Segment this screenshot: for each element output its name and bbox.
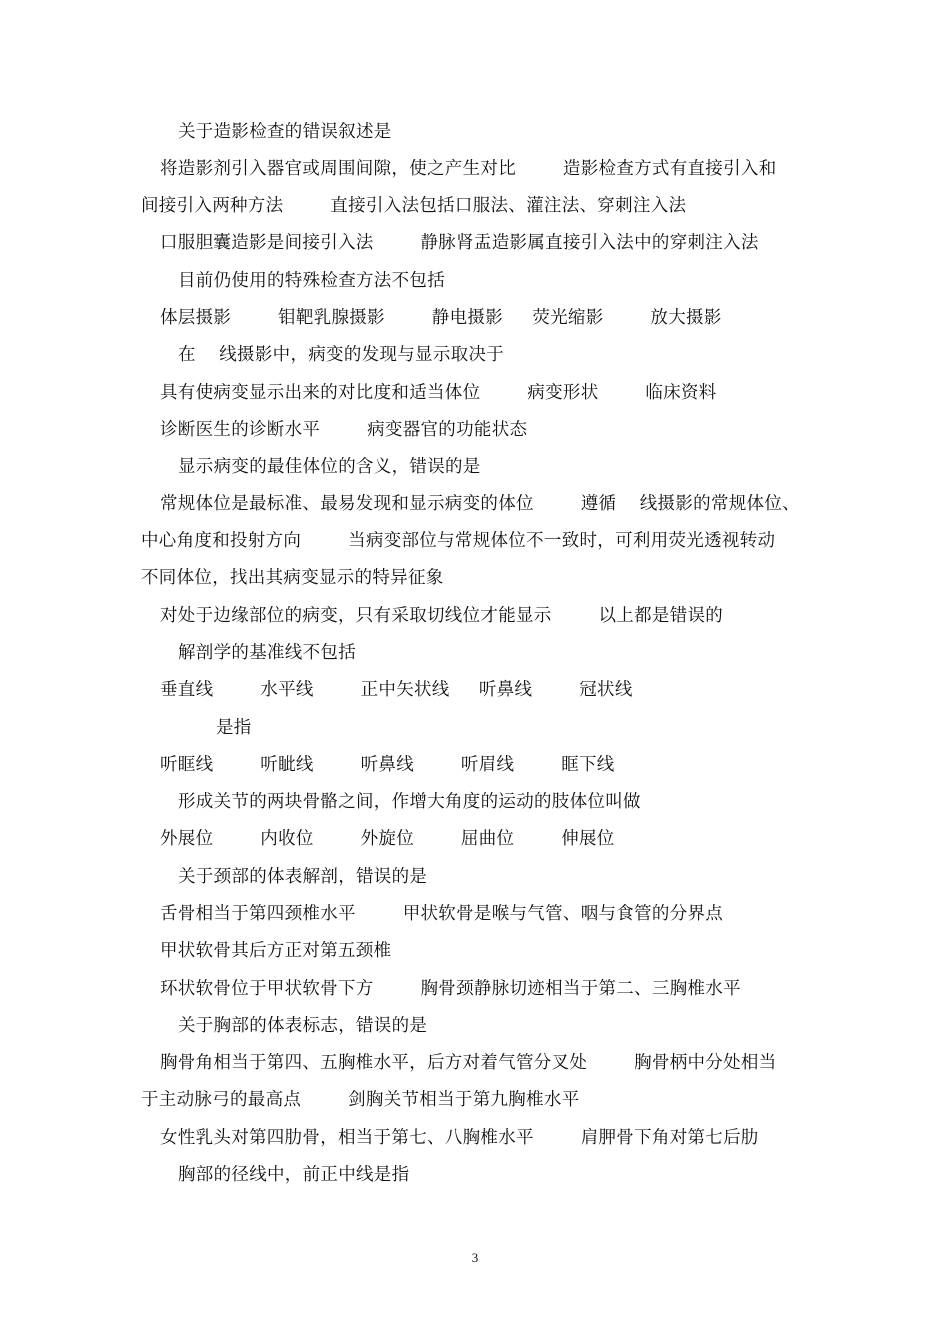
question-2-options: 体层摄影 钼靶乳腺摄影 静电摄影 荧光缩影 放大摄影 bbox=[160, 308, 722, 328]
question-1-stem: 关于造影检查的错误叙述是 bbox=[178, 122, 392, 142]
question-10-stem: 胸部的径线中，前正中线是指 bbox=[178, 1165, 410, 1185]
question-6-options: 听眶线 听眦线 听鼻线 听眉线 眶下线 bbox=[160, 755, 615, 775]
question-1-options: 将造影剂引入器官或周围间隙，使之产生对比 造影检查方式有直接引入和 bbox=[160, 159, 777, 179]
question-9-options-2: 女性乳头对第四肋骨，相当于第七、八胸椎水平 肩胛骨下角对第七后肋 bbox=[160, 1128, 759, 1148]
question-4-options: 常规体位是最标准、最易发现和显示病变的体位 遵循 线摄影的常规体位、 bbox=[160, 494, 800, 514]
question-1-options-2: 口服胆囊造影是间接引入法 静脉肾盂造影属直接引入法中的穿刺注入法 bbox=[160, 233, 759, 253]
question-8-options-2: 甲状软骨其后方正对第五颈椎 bbox=[160, 941, 392, 961]
question-4-options-2: 对处于边缘部位的病变，只有采取切线位才能显示 以上都是错误的 bbox=[160, 606, 724, 626]
question-4-stem: 显示病变的最佳体位的含义，错误的是 bbox=[178, 457, 481, 477]
question-2-stem: 目前仍使用的特殊检查方法不包括 bbox=[178, 271, 445, 291]
question-7-stem: 形成关节的两块骨骼之间，作增大角度的运动的肢体位叫做 bbox=[178, 792, 641, 812]
question-4-options-cont: 中心角度和投射方向 当病变部位与常规体位不一致时，可利用荧光透视转动 bbox=[141, 531, 776, 551]
page-number: 3 bbox=[471, 1250, 479, 1265]
question-3-options: 具有使病变显示出来的对比度和适当体位 病变形状 临床资料 bbox=[160, 383, 717, 403]
question-5-stem: 解剖学的基准线不包括 bbox=[178, 643, 356, 663]
question-3-stem: 在 线摄影中，病变的发现与显示取决于 bbox=[178, 345, 505, 365]
question-3-options-2: 诊断医生的诊断水平 病变器官的功能状态 bbox=[160, 420, 528, 440]
question-7-options: 外展位 内收位 外旋位 屈曲位 伸展位 bbox=[160, 829, 615, 849]
question-8-stem: 关于颈部的体表解剖，错误的是 bbox=[178, 867, 428, 887]
question-8-options-3: 环状软骨位于甲状软骨下方 胸骨颈静脉切迹相当于第二、三胸椎水平 bbox=[160, 979, 741, 999]
question-5-options: 垂直线 水平线 正中矢状线 听鼻线 冠状线 bbox=[160, 680, 633, 700]
question-6-stem: 是指 bbox=[216, 718, 252, 738]
question-1-options-cont: 间接引入两种方法 直接引入法包括口服法、灌注法、穿刺注入法 bbox=[141, 196, 687, 216]
question-9-stem: 关于胸部的体表标志，错误的是 bbox=[178, 1016, 428, 1036]
question-9-options-cont: 于主动脉弓的最高点 剑胸关节相当于第九胸椎水平 bbox=[141, 1090, 580, 1110]
question-8-options: 舌骨相当于第四颈椎水平 甲状软骨是喉与气管、咽与食管的分界点 bbox=[160, 904, 724, 924]
question-9-options: 胸骨角相当于第四、五胸椎水平，后方对着气管分叉处 胸骨柄中分处相当 bbox=[160, 1053, 777, 1073]
question-4-options-cont-2: 不同体位，找出其病变显示的特异征象 bbox=[141, 568, 444, 588]
